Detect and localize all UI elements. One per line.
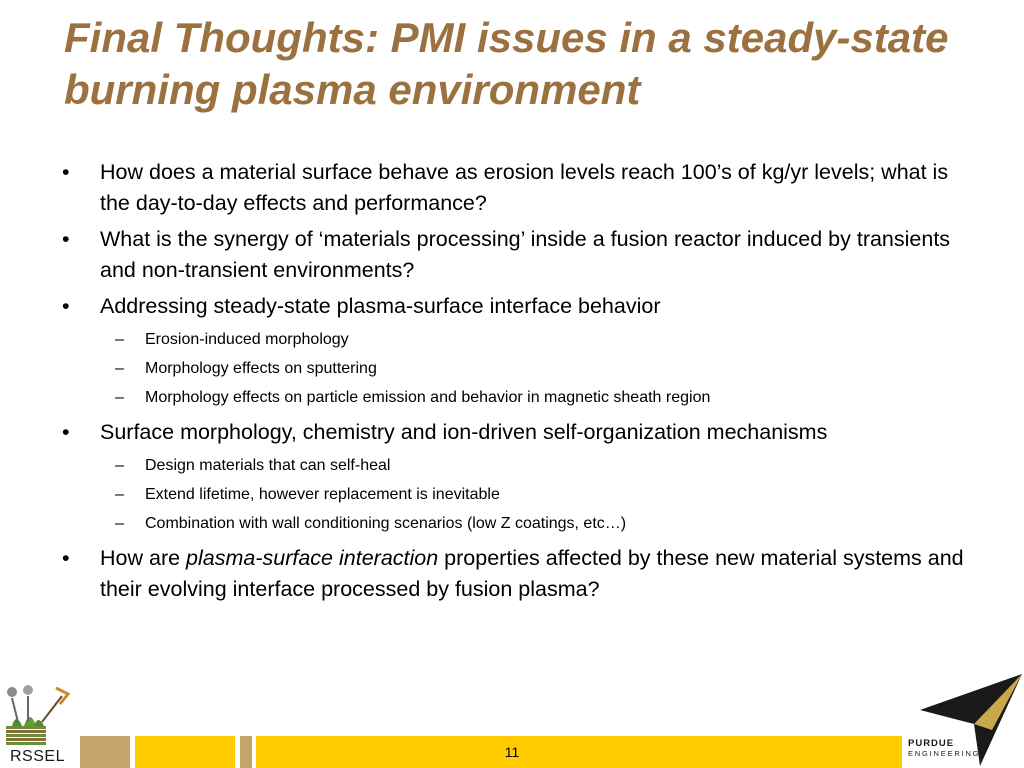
bullet-item xyxy=(0,291,980,322)
bullet-item xyxy=(0,157,980,219)
bullet-marker: • xyxy=(62,420,70,444)
bullet-marker: • xyxy=(62,160,70,184)
sub-text: Design materials that can self-heal xyxy=(145,457,391,474)
dash-marker: – xyxy=(115,515,124,532)
sub-item xyxy=(0,480,975,509)
dash-marker: – xyxy=(115,457,124,474)
bullet-text: What is the synergy of ‘materials processing’ inside a fusion reactor induced by transients and non-transient environments? xyxy=(100,227,951,282)
sub-text: Extend lifetime, however replacement is inevitable xyxy=(145,486,500,503)
bullet-text: Surface morphology, chemistry and ion-driven self-organization mechanisms xyxy=(100,420,828,444)
purdue-name: PURDUE xyxy=(908,738,955,749)
sub-text: Morphology effects on particle emission and behavior in magnetic sheath region xyxy=(145,389,711,406)
rssel-label: RSSEL xyxy=(10,748,65,765)
slide-title: Final Thoughts: PMI issues in a steady-state burning plasma environment xyxy=(64,14,949,113)
page-number: 11 xyxy=(504,744,520,760)
sub-item xyxy=(0,451,975,480)
sub-text: Erosion-induced morphology xyxy=(145,331,349,348)
bullet-text-part: properties affected by these new material systems and their evolving interface processed by fusion plasma? xyxy=(100,546,964,601)
bullet-marker: • xyxy=(62,227,70,251)
sub-list xyxy=(0,451,1024,538)
dash-marker: – xyxy=(115,389,124,406)
bullet-text-italic: plasma-surface interaction xyxy=(186,546,439,570)
bullet-marker: • xyxy=(62,294,70,318)
bullet-item xyxy=(0,224,980,286)
bullet-text: How does a material surface behave as erosion levels reach 100’s of kg/yr levels; what is the day-to-day effects and performance? xyxy=(100,160,949,215)
dash-marker: – xyxy=(115,360,124,377)
sub-item xyxy=(0,325,975,354)
sub-item xyxy=(0,383,975,412)
dash-marker: – xyxy=(115,331,124,348)
bullet-marker: • xyxy=(62,546,70,570)
sub-item xyxy=(0,354,975,383)
purdue-subtitle: ENGINEERING xyxy=(908,749,981,758)
sub-text: Morphology effects on sputtering xyxy=(145,360,377,377)
sub-item xyxy=(0,509,975,538)
bullet-item xyxy=(0,543,980,605)
bullet-text: Addressing steady-state plasma-surface interface behavior xyxy=(100,294,661,318)
bullet-item xyxy=(0,417,980,448)
sub-list xyxy=(0,325,1024,412)
bullet-text-part: How are xyxy=(100,546,187,570)
dash-marker: – xyxy=(115,486,124,503)
slide-content xyxy=(0,157,1024,610)
sub-text: Combination with wall conditioning scenarios (low Z coatings, etc…) xyxy=(145,515,627,532)
